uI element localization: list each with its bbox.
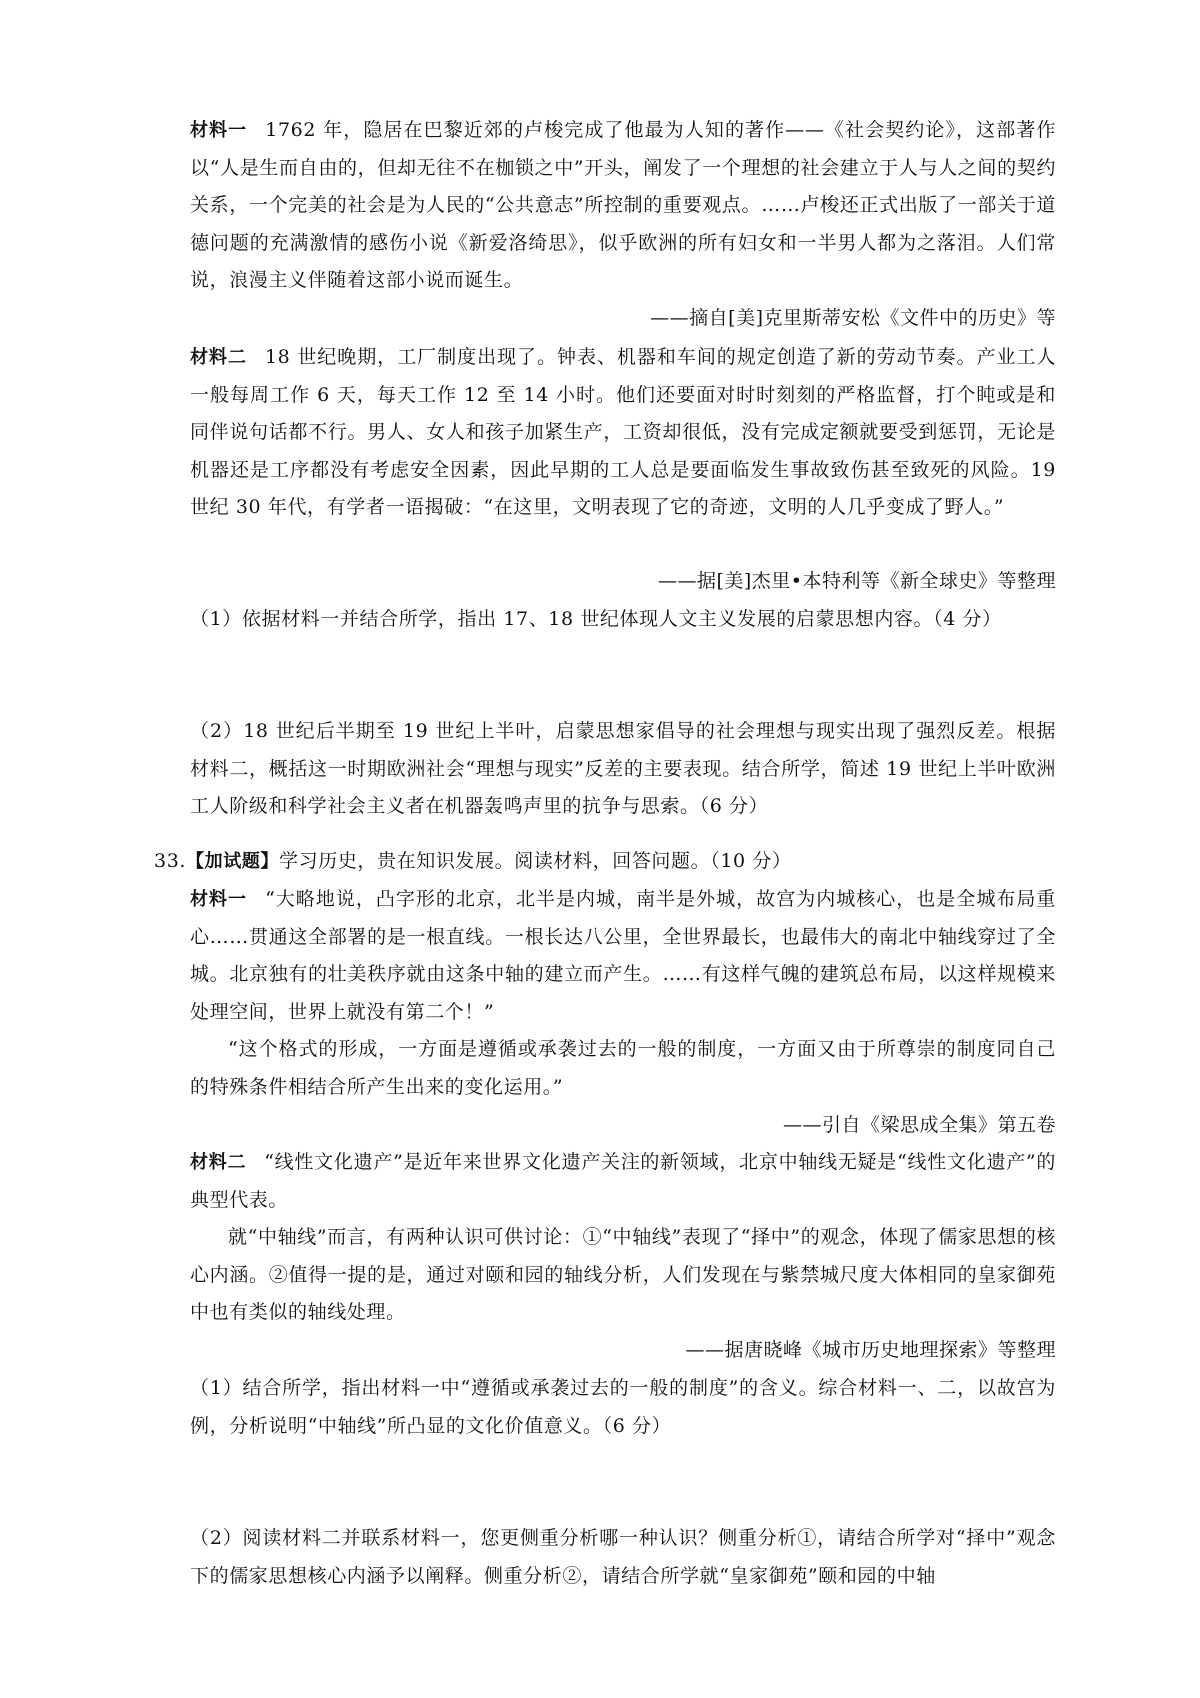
q33-material-two-text: “线性文化遗产”是近年来世界文化遗产关注的新领域，北京中轴线无疑是“线性文化遗产”的典型代表。 (190, 1151, 1056, 1211)
q32-sub-question-1: （1）依据材料一并结合所学，指出 17、18 世纪体现人文主义发展的启蒙思想内容。（4 分） (190, 608, 1002, 630)
q33-tag: 【加试题】 (186, 851, 280, 872)
q33-sub-question-1: （1）结合所学，指出材料一中“遵循或承袭过去的一般的制度”的含义。综合材料一、二，以故宫为例，分析说明“中轴线”所凸显的文化价值意义。（6 分） (190, 1377, 1056, 1437)
q32-sub-question-2: （2）18 世纪后半期至 19 世纪上半叶，启蒙思想家倡导的社会理想与现实出现了强烈反差。根据材料二，概括这一时期欧洲社会“理想与现实”反差的主要表现。结合所学，简述 19 世纪上半叶欧洲工人阶级和科学社会主义者在机器轰鸣声里的抗争与思索。（6 分） (190, 720, 1056, 817)
q33-material-two-source: ——据唐晓峰《城市历史地理探索》等整理 (685, 1339, 1056, 1361)
q33-material-one-source: ——引自《梁思成全集》第五卷 (782, 1114, 1056, 1136)
q33-material-two-label: 材料二 (190, 1152, 247, 1173)
q33-material-one-quote-2: “这个格式的形成，一方面是遵循或承袭过去的一般的制度，一方面又由于所尊崇的制度同自己的特殊条件相结合所产生出来的变化运用。” (190, 1038, 1056, 1098)
q33-material-two (190, 1144, 1056, 1219)
q32-material-one-label: 材料一 (190, 120, 248, 141)
q32-material-one-source: ——摘自[美]克里斯蒂安松《文件中的历史》等 (650, 307, 1056, 329)
q32-material-one-text: 1762 年，隐居在巴黎近郊的卢梭完成了他最为人知的著作——《社会契约论》，这部著作以“人是生而自由的，但却无往不在枷锁之中”开头，阐发了一个理想的社会建立于人与人之间的契约关系，一个完美的社会是为人民的“公共意志”所控制的重要观点。……卢梭还正式出版了一部关于道德问题的充满激情的感伤小说《新爱洛绮思》，似乎欧洲的所有妇女和一半男人都为之落泪。人们常说，浪漫主义伴随着这部小说而诞生。 (190, 119, 1056, 291)
q33-material-one (190, 881, 1056, 1031)
q32-material-one (190, 112, 1056, 300)
q33-number: 33. (154, 850, 187, 872)
q33-material-one-text: “大略地说，凸字形的北京，北半是内城，南半是外城，故宫为内城核心，也是全城布局重心……贯通这全部署的是一根直线。一根长达八公里，全世界最长，也最伟大的南北中轴线穿过了全城。北京独有的壮美秩序就由这条中轴的建立而产生。……有这样气魄的建筑总布局，以这样规模来处理空间，世界上就没有第二个！” (190, 888, 1056, 1023)
q32-material-two-text: 18 世纪晚期，工厂制度出现了。钟表、机器和车间的规定创造了新的劳动节奏。产业工人一般每周工作 6 天，每天工作 12 至 14 小时。他们还要面对时时刻刻的严格监督，打个盹或是和同伴说句话都不行。男人、女人和孩子加紧生产，工资却很低，没有完成定额就要受到惩罚，无论是机器还是工序都没有考虑安全因素，因此早期的工人总是要面临发生事故致伤甚至致死的风险。19 世纪 30 年代，有学者一语揭破：“在这里，文明表现了它的奇迹，文明的人几乎变成了野人。” (190, 346, 1056, 518)
q32-material-two (190, 339, 1056, 527)
q32-material-two-label: 材料二 (190, 347, 247, 368)
q32-material-two-source: ——据[美]杰里•本特利等《新全球史》等整理 (657, 570, 1056, 592)
q33-header (154, 843, 1056, 881)
q33-material-one-label: 材料一 (190, 889, 248, 910)
q33-material-two-paragraph-2: 就“中轴线”而言，有两种认识可供讨论：①“中轴线”表现了“择中”的观念，体现了儒家思想的核心内涵。②值得一提的是，通过对颐和园的轴线分析，人们发现在与紫禁城尺度大体相同的皇家御苑中也有类似的轴线处理。 (190, 1226, 1056, 1323)
q33-intro: 学习历史，贵在知识发展。阅读材料，回答问题。（10 分） (279, 850, 792, 872)
q33-sub-question-2: （2）阅读材料二并联系材料一，您更侧重分析哪一种认识？侧重分析①，请结合所学对“择中”观念下的儒家思想核心内涵予以阐释。侧重分析②，请结合所学就“皇家御苑”颐和园的中轴 (190, 1527, 1056, 1587)
